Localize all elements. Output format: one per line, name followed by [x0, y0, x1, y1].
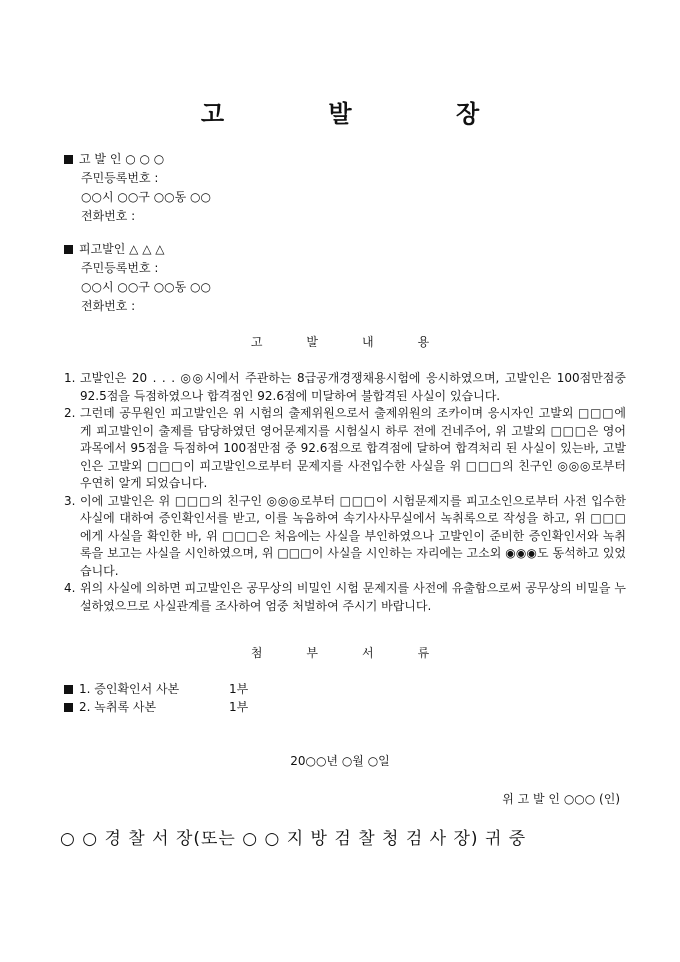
document-title: 고 발 장: [200, 100, 528, 128]
attachments-heading-char: 부: [306, 646, 318, 660]
accused-heading-row: [64, 240, 211, 259]
document-date: 20○○년 ○월 ○일: [290, 754, 390, 768]
item-text: 위의 사실에 의하면 피고발인은 공무상의 비밀인 시험 문제지를 사전에 유출함으로써 공무상의 비밀을 누설하였으므로 사실관계를 조사하여 엄중 처벌하여 주시기 바랍니다.: [80, 581, 626, 613]
content-heading: [0, 333, 680, 350]
accused-address-line: ○○시 ○○구 ○○동 ○○: [81, 280, 211, 294]
complaint-content-list: [64, 370, 626, 615]
content-heading-char: 용: [417, 335, 430, 349]
complainant-address-line: ○○시 ○○구 ○○동 ○○: [81, 190, 211, 204]
content-heading-char: 내: [362, 335, 374, 349]
attachment-label: 2. 녹취록 사본: [79, 700, 157, 714]
attachment-count: 1부: [229, 682, 249, 696]
complainant-heading: 고 발 인 ○ ○ ○: [79, 152, 165, 166]
item-number: 4.: [64, 581, 76, 595]
content-heading-char: 고: [250, 335, 263, 349]
square-bullet-icon: [64, 155, 73, 164]
item-number: 3.: [64, 493, 76, 508]
accused-phone-line: 전화번호 :: [81, 299, 136, 313]
square-bullet-icon: [64, 685, 73, 694]
item-number: 1.: [64, 371, 76, 385]
item-text: 이에 고발인은 위 □□□의 친구인 ◎◎◎로부터 □□□이 시험문제지를 피고소인으로부터 사전 입수한 사실에 대하여 증인확인서를 받고, 이를 녹음하여 속기사사무실에서 녹취록으로 작성을 하고, 위 □□□에게 사실을 확인한 바, 위 □□□은 처음에는 사실을 부인하였으나 고발인이 준비한 증인확인서와 녹취록을 보고는 사실을 시인하였으며, 위 □□□이 사실을 시인하는 자리에는 고소외 ◉◉◉도 동석하고 있었습니다.: [80, 493, 626, 578]
attachment-count: 1부: [229, 700, 249, 714]
list-item: [64, 493, 626, 581]
complainant-block: [64, 150, 211, 226]
accused-id-line: 주민등록번호 :: [81, 261, 159, 275]
square-bullet-icon: [64, 245, 73, 254]
item-number: 2.: [64, 406, 76, 420]
complainant-phone-line: 전화번호 :: [81, 209, 136, 223]
attachments-heading-char: 서: [362, 646, 374, 660]
signer-line: 위 고 발 인 ○○○ (인): [502, 792, 620, 806]
recipient-line: ○ ○ 경 찰 서 장(또는 ○ ○ 지 방 검 찰 청 검 사 장) 귀 중: [60, 829, 527, 849]
complainant-id-line: 주민등록번호 :: [81, 171, 159, 185]
complainant-heading-row: [64, 150, 211, 169]
attachment-row: [64, 698, 248, 716]
attachment-row: [64, 680, 248, 698]
list-item: [64, 405, 626, 493]
attachments-heading: [0, 644, 680, 661]
attachments-list: [64, 680, 248, 716]
list-item: [64, 370, 626, 405]
list-item: [64, 580, 626, 615]
item-text: 고발인은 20 . . . ◎◎시에서 주관하는 8급공개경쟁채용시험에 응시하였으며, 고발인은 100점만점중 92.5점을 득점하였으나 합격점인 92.6점에 미달하여 불합격된 사실이 있습니다.: [80, 371, 626, 403]
square-bullet-icon: [64, 703, 73, 712]
accused-block: [64, 240, 211, 316]
attachment-label: 1. 증인확인서 사본: [79, 682, 180, 696]
attachments-heading-char: 류: [417, 646, 430, 660]
content-heading-char: 발: [306, 335, 318, 349]
accused-heading: 피고발인 △ △ △: [79, 242, 165, 256]
attachments-heading-char: 첨: [250, 646, 263, 660]
item-text: 그런데 공무원인 피고발인은 위 시험의 출제위원으로서 출제위원의 조카이며 응시자인 고발외 □□□에게 피고발인이 출제를 담당하였던 영어문제지를 시험실시 하루 전에 건네주어, 위 고발외 □□□은 영어과목에서 95점을 득점하여 100점만점 중 92.6점으로 합격점에 달하여 합격처리 된 사실이 있는바, 고발인은 고발외 □□□이 피고발인으로부터 문제지를 사전입수한 사실을 위 □□□의 친구인 ◎◎◎로부터 우연히 알게 되었습니다.: [80, 406, 626, 490]
